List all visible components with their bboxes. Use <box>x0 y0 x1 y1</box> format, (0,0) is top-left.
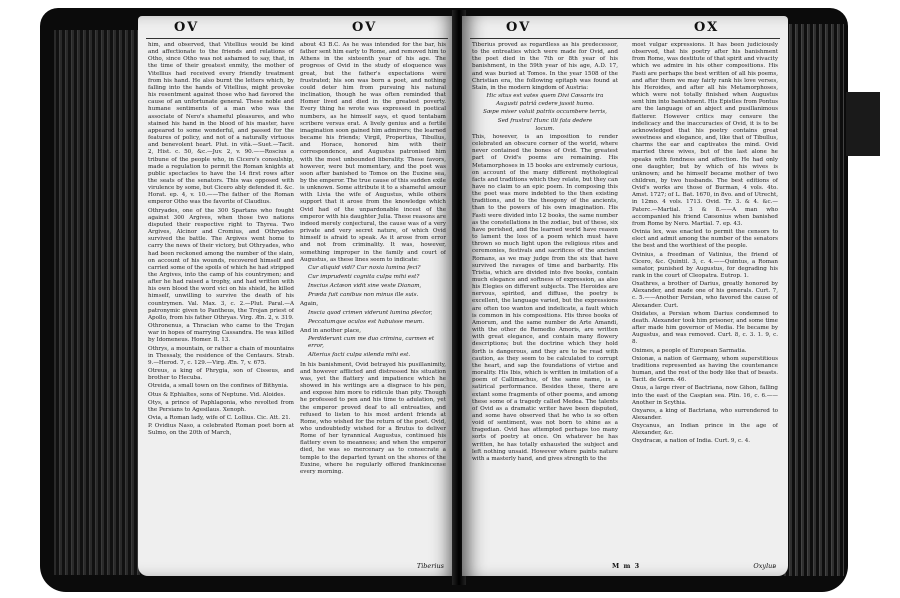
entry-paragraph: Otreida, a small town on the confines of Bithynia. <box>148 383 289 390</box>
signature-mark: M m 3 <box>612 562 641 570</box>
left-page <box>138 16 456 576</box>
entry-paragraph: Tiberius proved as regardless as his predecessor, to the entreaties which were made for Ovid, and the poet died in the 7th or 8th year of his banishment, in the 59th year of his age, A.D. 17, and was buried at Tomos. In the year 1508 of the Christian era, the following epitaph was found at Stain, in the modern kingdom of Austria: <box>472 42 618 91</box>
entry-paragraph: Oximes, a people of European Sarmatia. <box>632 347 747 354</box>
verse-intro: And in another place, <box>300 327 362 334</box>
entry-paragraph: Oxidates, a Persian whom Darius condemned to death. Alexander took him prisoner, and some time after made him governor of Media. He became by Augustus, and was removed. Curt. 8, c. 3. 1. 9, c. 8. <box>632 310 778 346</box>
entry-paragraph: Oxathres, a brother of Darius, greatly honored by Alexander, and made one of his generals. Curt. 7, c. 5.——Another Persian, who favored the cause of Alexander. Curt. <box>632 281 778 309</box>
entry-paragraph: Otys, a prince of Paphlagonia, who revolted from the Persians to Agesilaus. Xenoph. <box>148 399 294 413</box>
entry-paragraph: Ovinia lex, was enacted to permit the censors to elect and admit among the number of the senators the best and the worthiest of the people. <box>632 229 778 250</box>
left-column-2 <box>300 42 446 557</box>
right-column-2 <box>632 42 778 557</box>
entry-paragraph: Ovinius, a freedman of Vatinius, the friend of Cicero, &c. Quintil. 3, c. 4.——Quintus, a Roman senator, punished by Augustus, for degrading his rank in the court of Cleopatra. Eutrop. 1. <box>632 251 778 279</box>
right-page <box>462 16 788 576</box>
header-rule <box>146 38 448 39</box>
entry-paragraph: This, however, is an imposition to render celebrated an obscure corner of the world, where never contained the bones of Ovid. The greatest part of Ovid's poems are remaining. His Metamorphoses in 15 books are extremely curious, on account of the many different mythological facts and traditions which they relate, but they can have no claim to an epic poem. In composing this the poet was more indebted to the then existing traditions, and to the theogony of the ancients, than to the powers of his own imagination. His Fasti were divided into 12 books, the same number as the constellations in the zodiac, but of these, six have perished, and the learned world have reason to lament the loss of a poem which must have thrown so much light upon the religious rites and ceremonies, festivals and sacrifices of the ancient Romans, as we may judge from the six that have survived the ravages of time and barbarity. His Tristia, which are divided into five books, contain much elegance and softness of expression, as also his Elegies on different subjects. The Heroides are nervous, spirited, and diffuse, the poetry is excellent, the language varied, but the expressions are often too wanton and indelicate, a fault which is common in his compositions. His three books of Amorum, and the same number de Arte Amandi, with the other de Remedio Amoris, are written with great elegance, and contain many flowery descriptions; but the doctrine which they hold forth is dangerous, and they are to be read with caution, as they seem to be calculated to corrupt the heart, and sap the foundations of virtue and morality. His Ibis, which is written in imitation of a poem of Callimachus, of the same name, is a satirical performance. Besides these, there are extant some fragments of other poems, and among these some of a tragedy called Medea. The talents of Ovid as a dramatic writer have been disputed, and some have observed that he who is so often void of sentiment, was not born to shine as a tragedian. Ovid has attempted perhaps too many sorts of poetry at once. On whatever he has written, he has totally exhausted the subject and left nothing unsaid. However where paints nature with a masterly hand, and gives strength to the <box>472 133 618 462</box>
epitaph-line: locum. <box>535 125 555 132</box>
latin-verse: Peccatumque oculos est habuisse meum. <box>308 318 425 325</box>
header-rule <box>470 38 780 39</box>
right-running-head <box>462 20 788 38</box>
entry-paragraph: P. Ovidius Naso, a celebrated Roman poet born at Sulmo, on the 20th of March, <box>148 423 294 437</box>
entry-paragraph: Ovia, a Roman lady, wife of C. Lollius. Cic. Att. 21. <box>148 414 291 421</box>
entry-paragraph: about 43 B.C. As he was intended for the bar, his father sent him early to Rome, and removed him to Athens in the sixteenth year of his age. The progress of Ovid in the study of eloquence was great, but the father's expectations were frustrated; his son was born a poet, and nothing could deter him from pursuing his natural inclination, though he was often reminded that Homer lived and died in the greatest poverty. Every thing he wrote was expressed in poetical numbers, as he himself says, et quod tentabam scribere versus erat. A lively genius and a fertile imagination soon gained him admirers; the learned became his friends; Virgil, Propertius, Tibullus, and Horace, honored him with their correspondence, and Augustus patronised him with the most unbounded liberality. These favors, however, were but momentary, and the poet was soon after banished to Tomos on the Euxine sea, by the emperor. The true cause of this sudden exile is unknown. Some attribute it to a shameful amour with Livia the wife of Augustus, while others support that it arose from the knowledge which Ovid had of the unpardonable incest of the emperor with his daughter Julia. These reasons are indeed merely conjectural, the cause was of a very private and very secret nature, of which Ovid himself is afraid to speak. As it arose from error and not from criminality. It was, however, something improper in the family and court of Augustus, as these lines seem to indicate: <box>300 42 446 263</box>
right-column-1 <box>472 42 618 557</box>
entry-paragraph: Oxydracæ, a nation of India. Curt. 9, c. 4. <box>632 438 751 445</box>
latin-verse: Inscius Actæon vidit sine veste Dianam, <box>308 283 422 290</box>
entry-paragraph: Oxionæ, a nation of Germany, whom superstitious traditions represented as having the countenance human, and the rest of the body like that of beasts. Tacit. de Germ. 46. <box>632 355 778 384</box>
entry-paragraph: him, and observed, that Vitellius would be kind and affectionate to the friends and relations of Otho, since Otho was not ashamed to say, that, in the time of their greatest enmity, the mother of Vitellius had received every friendly treatment from his hand. He also burnt the letters which, by falling into the hands of Vitellius, might provoke his resentment against those who had favored the cause of an unfortunate general. These noble and humane sentiments of a man who was the associate of Nero's shameful pleasures, and who stained his hand in the blood of his master, have appeared to some wonderful, and passed for the features of policy, and not of a naturally virtuous and benevolent heart. Plut. in vità.—Suet.—Tacit. 2, Hist. c. 50, &c.—Juv. 2, v. 90.——Roscius a tribune of the people who, in Cicero's consulship, made a regulation to permit the Roman knights at public spectacles to have the 14 first rows after the seats of the senators. This was opposed with virulence by some, but Cicero ably defended it. &c. Horat. ep. 4, v. 10.——The father of the Roman emperor Otho was the favorite of Claudius. <box>148 42 294 206</box>
epitaph-line: Augusti patriâ cedere jussit humo. <box>496 101 594 108</box>
left-page-edges <box>54 30 140 575</box>
left-header-1: OV <box>174 20 200 35</box>
verse-intro: Again, <box>300 301 319 308</box>
entry-paragraph: Oxyares, a king of Bactriana, who surrendered to Alexander. <box>632 407 778 421</box>
entry-paragraph: Othronenus, a Thracian who came to the Trojan war in hopes of marrying Cassandra. He was killed by Idomeneus. Homer. Il. 13. <box>148 323 294 344</box>
right-header-2: OX <box>694 20 720 35</box>
epitaph-line: Hic situs est vates quem Divi Cæsaris ira <box>486 93 604 100</box>
latin-verse: Inscia quod crimen viderunt lumina plector, <box>308 309 433 316</box>
entry-paragraph: Othryades, one of the 300 Spartans who fought against 300 Argives, when those two nations disputed their respective right to Thyrea. Two Argives, Alcinor and Cromius, and Othryades survived the battle. The Argives went home to carry the news of their victory, but Othryades, who had been reckoned among the number of the slain, on account of his wounds, recovered himself and carried some of the spoils of which he had stripped the Argives, into the camp of his countrymen; and after he had raised a trophy, and had written with his own blood the word vici on his shield, he killed himself, unwilling to survive the death of his countrymen. Val. Max. 3, c. 2.—Plut. Paral.—A patronymic given to Pantheus, the Trojan priest of Apollo, from his father Othryas. Virg. Æn. 2, v. 319. <box>148 207 294 321</box>
entry-paragraph: In his banishment, Ovid betrayed his pusillanimity, and however afflicted and distressed his situation was, yet the flattery and impatience which he showed in his writings are a disgrace to his pen, and expose him more to ridicule than pity. Though he professed to pen and his time to adulation, yet the emperor proved deaf to all entreaties, and refused to listen to his most ardent friends at Rome, who wished for the return of the poet. Ovid, who undoubtedly wished for a Brutus to deliver Rome of her tyrannical Augustus, continued his flattery even to meanness; and when the emperor died, he was so mercenary as to consecrate a temple to the departed tyrant on the shores of the Euxine, where he regularly offered frankincense every morning. <box>300 361 446 475</box>
epitaph-line: Sed frustra! Hunc illi fata dedere <box>497 117 593 124</box>
entry-paragraph: Otreus, a king of Phrygia, son of Cisseus, and brother to Hecuba. <box>148 368 294 382</box>
entry-paragraph: most vulgar expressions. It has been judiciously observed, that his poetry after his banishment from Rome, was destitute of that spirit and vivacity which we admire in his other compositions. His Fasti are perhaps the best written of all his poems, and after them we may fairly rank his love verses, his Heroides, and after all his Metamorphoses, which were not totally finished when Augustus sent him into banishment. His Epistles from Pontus are the language of an abject and pusillanimous flatterer. However critics may censure the indelicacy and the inaccuracies of Ovid, it is to be acknowledged that his poetry contains great sweetness and elegance, and, like that of Tibullus, charms the ear and captivates the mind. Ovid married three wives, but of the last alone he speaks with fondness and affection. He had only one daughter, but by which of his wives is unknown; and he himself became mother of two children, by two husbands. The best editions of Ovid's works are those of Burman, 4 vols. 4to. Amst. 1727; of L. Bat. 1670, in 8vo. and of Utrecht, in 12mo. 4 vols. 1713. Ovid. Tr. 3. & 4. &c.—Paterc.—Martial. 3 & 8.——A man who accompanied his friend Cæsonius when banished from Rome by Nero. Martial. 7. ep. 43. <box>632 42 778 227</box>
entry-paragraph: Oxus, a large river of Bactriana, now Gihon, falling into the east of the Caspian sea. Plin. 16, c. 6.——Another in Scythia. <box>632 385 778 406</box>
latin-verse: Præda fuit canibus non minus ille suis. <box>308 292 419 299</box>
left-running-head <box>138 20 456 38</box>
entry-paragraph: Otus & Ephialtes, sons of Neptune. Vid. Aloides. <box>148 391 286 398</box>
entry-paragraph: Othrys, a mountain, or rather a chain of mountains in Thessaly, the residence of the Centaurs. Strab. 9.—Herod. 7, c. 129.—Virg. Æn. 7, v. 675. <box>148 345 294 366</box>
entry-paragraph: Oxycanus, an Indian prince in the age of Alexander, &c. <box>632 423 778 437</box>
catchword: Oxyluᴃ <box>753 562 776 570</box>
background-object <box>846 92 880 156</box>
left-header-2: OV <box>352 20 378 35</box>
epitaph-line: Sæpe miser voluit patriis occumbere terris, <box>483 109 607 116</box>
catchword: Tiberius <box>416 562 444 570</box>
latin-verse: Cur aliquid vidi? Cur noxia lumina feci? <box>308 264 421 271</box>
right-page-edges <box>784 24 844 576</box>
latin-verse: Perdiderunt cum me duo crimina, carmen et error, <box>308 336 435 350</box>
latin-verse: Alterius facti culpa silenda mihi est. <box>308 352 411 359</box>
right-header-1: OV <box>506 20 532 35</box>
latin-verse: Cur imprudenti cognita culpa mihi est? <box>308 274 420 280</box>
left-column-1 <box>148 42 294 557</box>
